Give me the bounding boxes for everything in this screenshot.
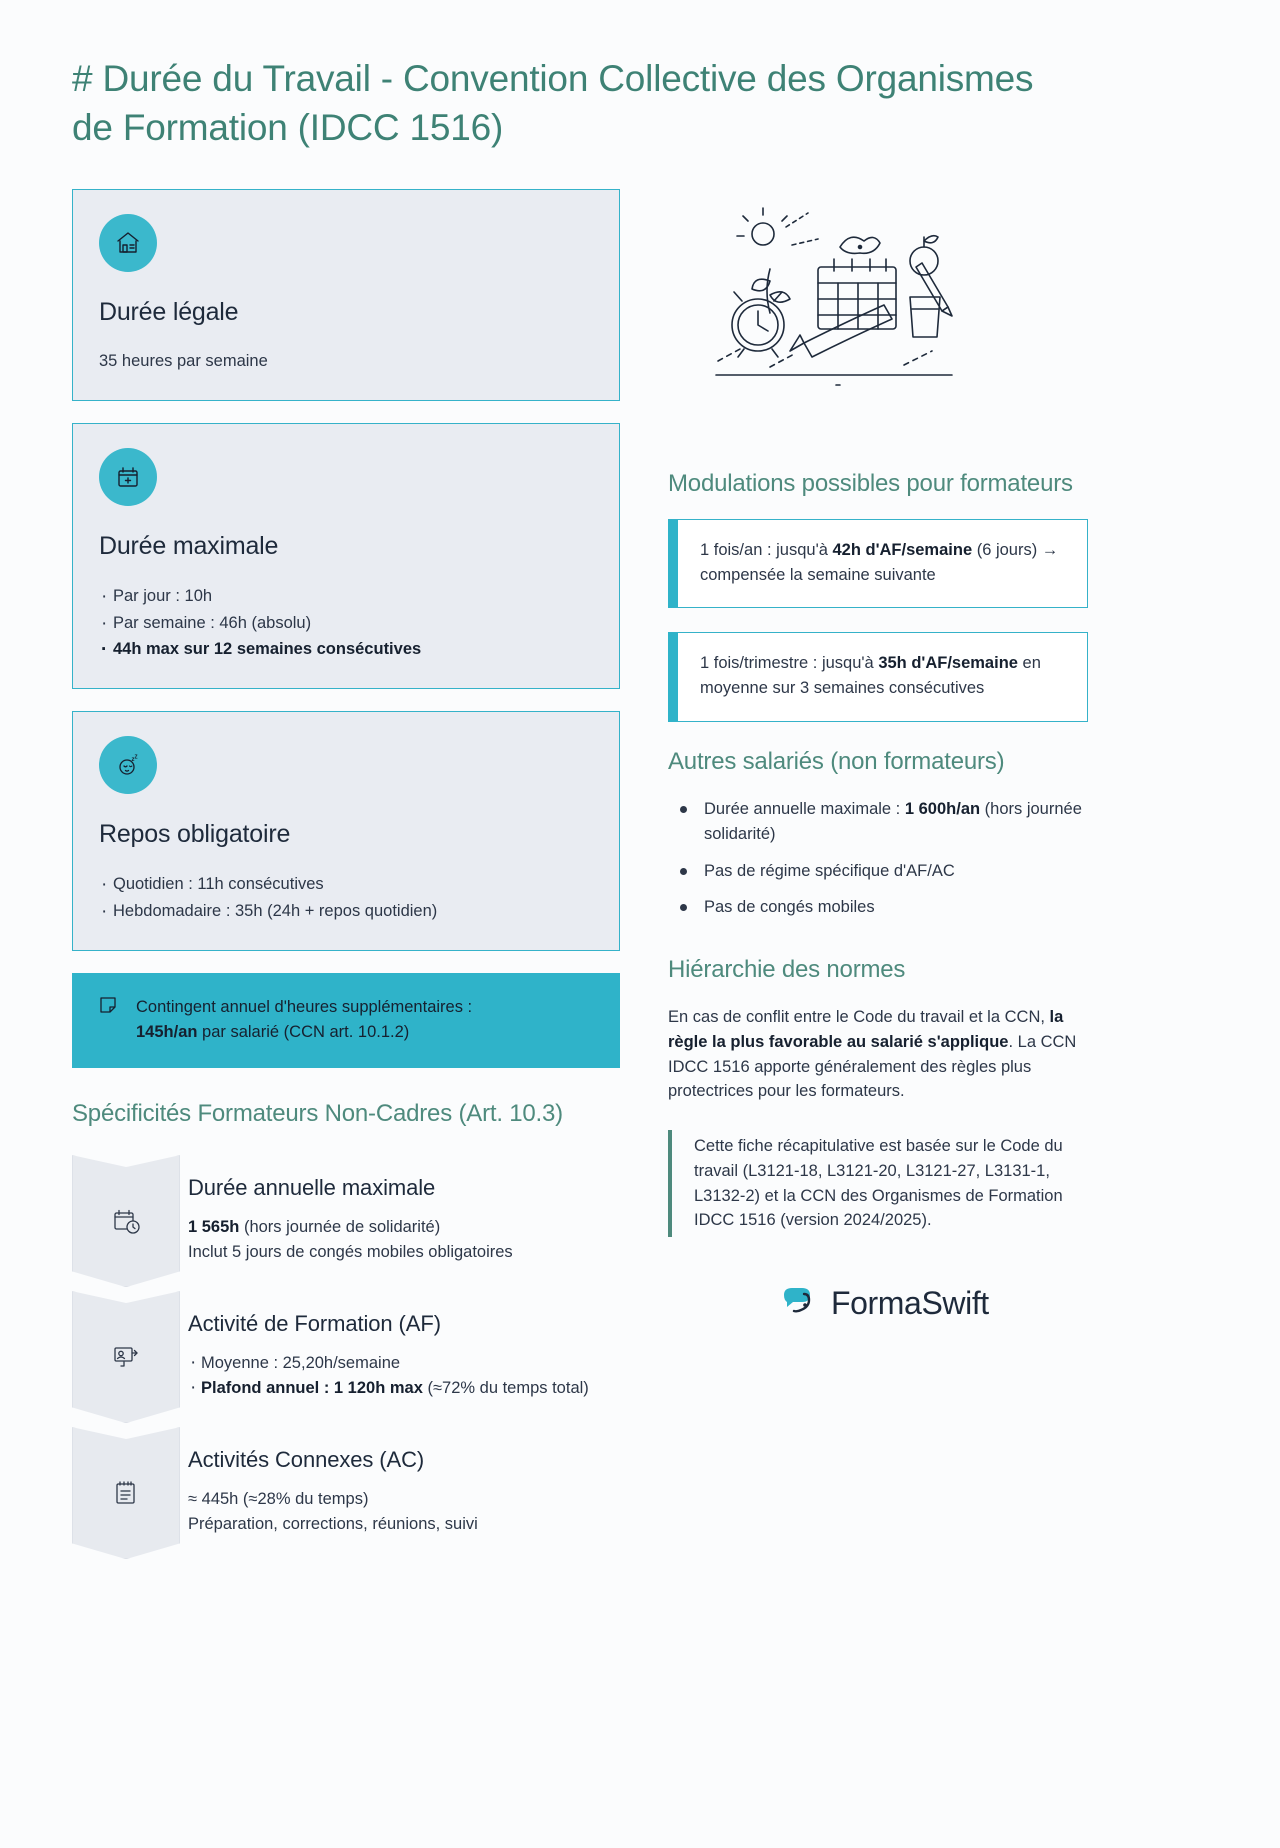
para-pre: En cas de conflit entre le Code du travail et la CCN, — [668, 1008, 1050, 1027]
chevron-list — [188, 1351, 620, 1401]
note-icon — [98, 995, 118, 1020]
calendar-clock-icon — [72, 1155, 180, 1287]
specificites-heading: Spécificités Formateurs Non-Cadres (Art. 10.3) — [72, 1099, 563, 1127]
list-item — [668, 859, 1088, 884]
list-item: · Par jour : 10h — [99, 583, 593, 609]
modulation-text — [700, 538, 1065, 588]
content-columns — [72, 189, 1208, 1564]
house-icon — [99, 214, 157, 272]
chevron-body — [188, 1291, 620, 1401]
clipboard-icon — [72, 1427, 180, 1559]
mod-bold: 35h d'AF/semaine — [878, 654, 1018, 673]
chevron-text — [188, 1215, 620, 1265]
banner-line2: par salarié (CCN art. 10.1.2) — [197, 1022, 410, 1041]
chevron-title: Activités Connexes (AC) — [188, 1447, 425, 1473]
card-subtitle: 35 heures par semaine — [99, 351, 268, 370]
banner-bold: 145h/an — [136, 1022, 198, 1041]
contingent-banner — [72, 973, 620, 1068]
list-item: · Par semaine : 46h (absolu) — [99, 610, 593, 636]
card-title: Repos obligatoire — [99, 820, 291, 849]
autres-salaries-heading: Autres salariés (non formateurs) — [668, 747, 1005, 775]
modulation-box-annuelle — [668, 519, 1088, 609]
page-title: # Durée du Travail - Convention Collective des Organismes de Formation (IDCC 1516) — [72, 58, 1034, 148]
formaswift-mark-icon — [778, 1281, 818, 1326]
card-repos-obligatoire — [72, 711, 620, 951]
chevron-row-activites-connexes — [72, 1427, 620, 1559]
sleeping-face-icon — [99, 736, 157, 794]
hierarchie-paragraph — [668, 1005, 1088, 1104]
list-item — [188, 1376, 620, 1401]
para-bold: la règle la plus favorable au salarié s'applique — [668, 1008, 1064, 1051]
modulation-text — [700, 651, 1065, 701]
card-bullet-list — [99, 871, 593, 924]
item-bold: 1 600h/an — [904, 800, 981, 819]
chevron-line2: Inclut 5 jours de congés mobiles obligatoires — [188, 1242, 513, 1261]
mod-pre: 1 fois/trimestre : jusqu'à — [700, 654, 879, 673]
chevron-body — [188, 1427, 620, 1537]
chevron-body — [188, 1155, 620, 1265]
banner-line1: Contingent annuel d'heures supplémentaires : — [136, 998, 473, 1017]
source-quote: Cette fiche récapitulative est basée sur le Code du travail (L3121-18, L3121-20, L3121-27, L3131-1, L3132-2) et la CCN des Organismes de Formation IDCC 1516 (version 2024/2025). — [668, 1130, 1088, 1237]
card-duree-maximale — [72, 423, 620, 689]
chevron-rest: (hors journée de solidarité) — [239, 1218, 441, 1237]
banner-text — [136, 995, 472, 1044]
item-pre: Pas de congés mobiles — [704, 898, 875, 917]
chevron-text — [188, 1487, 620, 1537]
list-item-text: (≈72% du temps total) — [422, 1378, 589, 1397]
chevron-line2: Préparation, corrections, réunions, suivi — [188, 1514, 478, 1533]
chevron-row-duree-annuelle — [72, 1155, 620, 1287]
chevron-title: Durée annuelle maximale — [188, 1175, 436, 1201]
item-pre: Pas de régime spécifique d'AF/AC — [704, 861, 955, 880]
mod-post: en moyenne sur 3 semaines consécutives — [700, 654, 1041, 698]
left-column — [72, 189, 620, 1564]
para-post: . La CCN IDCC 1516 apporte généralement des règles plus protectrices pour les formateurs. — [668, 1032, 1077, 1101]
item-pre: Durée annuelle maximale : — [704, 800, 905, 819]
desk-illustration — [668, 189, 1088, 424]
item-post: (hors journée solidarité) — [704, 800, 1082, 843]
hierarchie-heading: Hiérarchie des normes — [668, 956, 906, 984]
autres-salaries-list — [668, 797, 1088, 920]
list-item — [668, 895, 1088, 920]
card-title: Durée légale — [99, 297, 239, 326]
svg-text:Z: Z — [134, 754, 138, 761]
chevron-row-activite-formation — [72, 1291, 620, 1423]
mod-post: (6 jours) → compensée la semaine suivante — [700, 540, 1059, 584]
list-item: · Moyenne : 25,20h/semaine — [188, 1351, 620, 1376]
calendar-plus-icon — [99, 448, 157, 506]
list-item: · Hebdomadaire : 35h (24h + repos quotidien) — [99, 898, 593, 924]
brand-name: FormaSwift — [831, 1285, 989, 1322]
brand-logo — [668, 1281, 1088, 1326]
chevron-bold: 1 565h — [188, 1218, 240, 1237]
mod-pre: 1 fois/an : jusqu'à — [700, 540, 833, 559]
list-item: · Quotidien : 11h consécutives — [99, 871, 593, 897]
right-column — [668, 189, 1088, 1327]
modulations-heading: Modulations possibles pour formateurs — [668, 469, 1073, 497]
card-duree-legale — [72, 189, 620, 402]
modulation-box-trimestrielle — [668, 632, 1088, 722]
mod-bold: 42h d'AF/semaine — [832, 540, 973, 559]
svg-text:z: z — [131, 757, 135, 764]
chevron-title: Activité de Formation (AF) — [188, 1311, 441, 1337]
card-bullet-list — [99, 583, 593, 662]
list-item-bold: Plafond annuel : 1 120h max — [201, 1378, 423, 1397]
chevron-line1: ≈ 445h (≈28% du temps) — [188, 1490, 369, 1509]
presentation-person-icon — [72, 1291, 180, 1423]
list-item: · 44h max sur 12 semaines consécutives — [99, 636, 593, 662]
card-title: Durée maximale — [99, 532, 279, 561]
list-item — [668, 797, 1088, 847]
